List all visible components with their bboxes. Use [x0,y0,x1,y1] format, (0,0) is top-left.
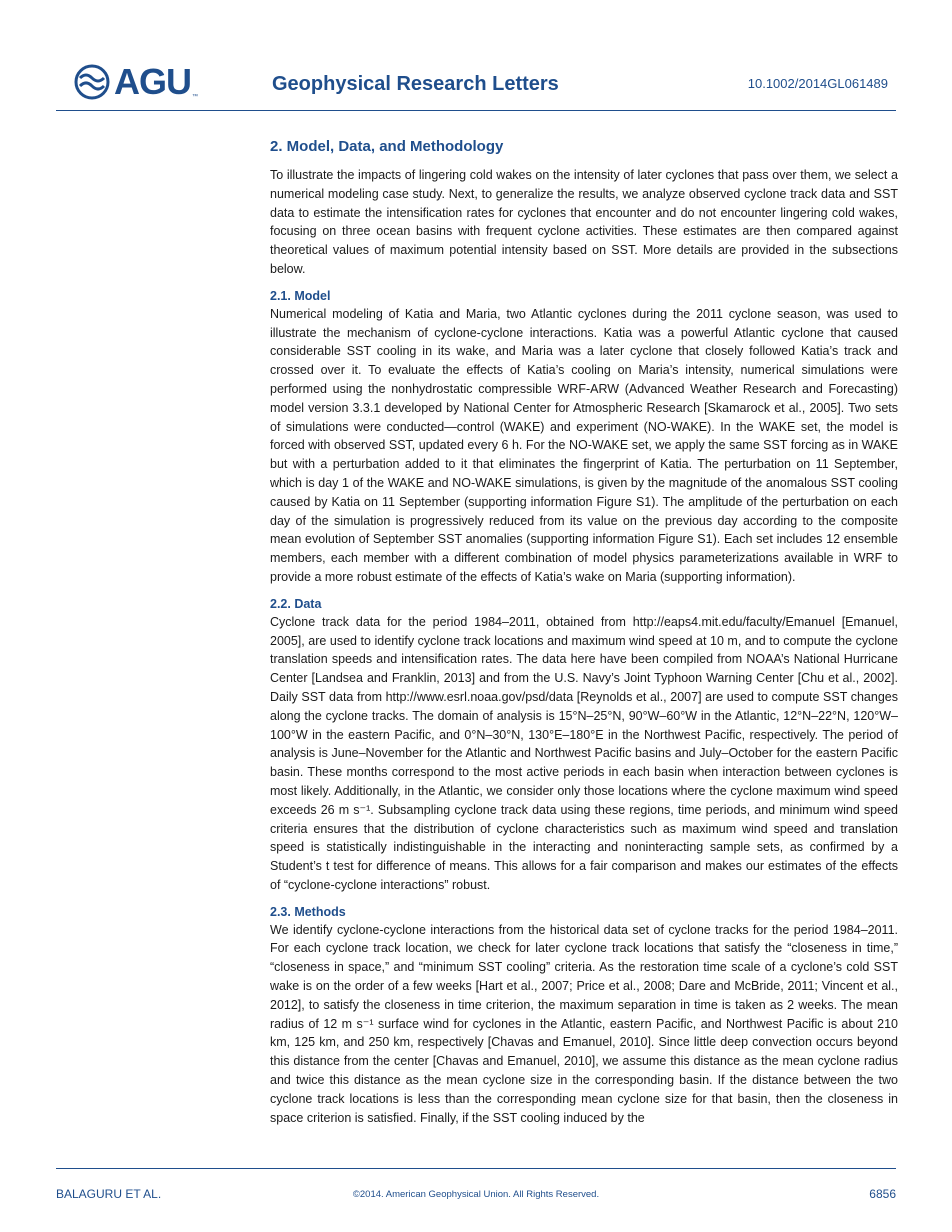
section-title: 2. Model, Data, and Methodology [270,138,504,155]
article-body [270,136,898,1135]
subsection-paragraph-model: Numerical modeling of Katia and Maria, two Atlantic cyclones during the 2011 cyclone season, was used to illustrate the mechanism of cyclone-cyclone interactions. Katia was a powerful Atlantic cyclone that caused considerable SST cooling in its wake, and Maria was a later cyclone that closely followed Katia’s track and crossed over it. To evaluate the effects of Katia’s cooling on Maria’s intensity, numerical simulations were performed using the nonhydrostatic compressible WRF-ARW (Advanced Weather Research and Forecasting) model version 3.3.1 developed by National Center for Atmospheric Research [Skamarock et al., 2005]. Two sets of simulations were conducted—control (WAKE) and experiment (NO-WAKE). In the WAKE set, the model is forced with observed SST, updated every 6 h. For the NO-WAKE set, we apply the same SST forcing as in WAKE but with a perturbation added to it that eliminates the fingerprint of Katia. The perturbation on 11 September, which is day 1 of the WAKE and NO-WAKE simulations, is given by the magnitude of the anomalous SST cooling caused by Katia on 11 September (supporting information Figure S1). The amplitude of the perturbation on each day of the simulation is progressively reduced from its value on the previous day according to the composite mean evolution of September SST anomalies (supporting information Figure S1). Each set includes 12 ensemble members, each member with a different combination of model physics parameterizations available in WRF to provide a more robust estimate of the effects of Katia’s wake on Maria (supporting information). [270,306,898,584]
page-number: 6856 [869,1187,896,1201]
journal-title: Geophysical Research Letters [272,73,559,95]
logo-trademark: ™ [192,94,198,100]
section-intro-paragraph: To illustrate the impacts of lingering cold wakes on the intensity of later cyclones that pass over them, we select a numerical modeling case study. Next, to generalize the results, we analyze observed cyclone track data and SST data to estimate the intensification rates for cyclones that encounter and do not encounter lingering cold wakes, focusing on three ocean basins with frequent cyclone activities. These estimates are then compared against theoretical values of maximum potential intensity based on SST. More details are provided in the subsections below. [270,168,898,276]
footer-copyright: ©2014. American Geophysical Union. All Rights Reserved. [352,1189,600,1200]
agu-logo-icon [72,64,112,100]
footer-authors: BALAGURU ET AL. [56,1187,162,1201]
page-header [56,60,896,111]
subsection-title-methods: 2.3. Methods [270,904,346,919]
page-footer [56,1168,896,1209]
subsection-title-model: 2.1. Model [270,288,331,303]
subsection-paragraph-methods: We identify cyclone-cyclone interactions from the historical data set of cyclone tracks for the period 1984–2011. For each cyclone track location, we check for later cyclone track locations that satisfy the “closeness in time,” “closeness in space,” and “minimum SST cooling” criteria. As the restoration time scale of a cyclone’s cold SST wake is on the order of a few weeks [Hart et al., 2007; Price et al., 2008; Dare and McBride, 2011; Vincent et al., 2012], to satisfy the closeness in time criterion, the maximum separation in time is taken as 2 weeks. The mean radius of 12 m s⁻¹ surface wind for cyclones in the Atlantic, eastern Pacific, and Northwest Pacific is about 210 km, 125 km, and 250 km, respectively [Chavas and Emanuel, 2010]. Since little deep convection occurs beyond this distance from the center [Chavas and Emanuel, 2010], we assume this distance as the mean cyclone radius and twice this distance as the mean cyclone size in the corresponding basin. If the distance between the two cyclone track locations is less than the corresponding mean cyclone size for that basin, then the closeness in space criterion is satisfied. Finally, if the SST cooling induced by the [270,922,898,1125]
logo-text: AGU [114,61,191,102]
subsection-title-data: 2.2. Data [270,596,322,611]
doi: 10.1002/2014GL061489 [747,76,888,91]
agu-logo [72,61,198,102]
subsection-paragraph-data: Cyclone track data for the period 1984–2011, obtained from http://eaps4.mit.edu/faculty/Emanuel [Emanuel, 2005], are used to identify cyclone track locations and maximum wind speed at 10 m, and to compute the cyclone translation speeds and intensification rates. The data here have been compiled from NOAA’s National Hurricane Center [Landsea and Franklin, 2013] and from the U.S. Navy’s Joint Typhoon Warning Center [Chu et al., 2002]. Daily SST data from http://www.esrl.noaa.gov/psd/data [Reynolds et al., 2007] are used to compute SST changes along the cyclone tracks. The domain of analysis is 15°N–25°N, 90°W–60°W in the Atlantic, 12°N–22°N, 120°W–100°W in the eastern Pacific, and 0°N–30°N, 130°E–180°E in the Northwest Pacific, respectively. The period of analysis is June–November for the Atlantic and Northwest Pacific basins and July–October for the eastern Pacific basin. These months correspond to the most active periods in each basin when interaction between cyclones is most likely. Additionally, in the Atlantic, we consider only those locations where the cyclone maximum wind speed exceeds 26 m s⁻¹. Subsampling cyclone track data using these regions, time periods, and minimum wind speed criteria ensures that the distribution of cyclone characteristics such as maximum wind speed and translation speed is statistically indistinguishable in the interacting and noninteracting sample sets, as confirmed by a Student’s t test for difference of means. This allows for a fair comparison and makes our estimates of the effects of “cyclone-cyclone interactions” robust. [270,614,898,892]
